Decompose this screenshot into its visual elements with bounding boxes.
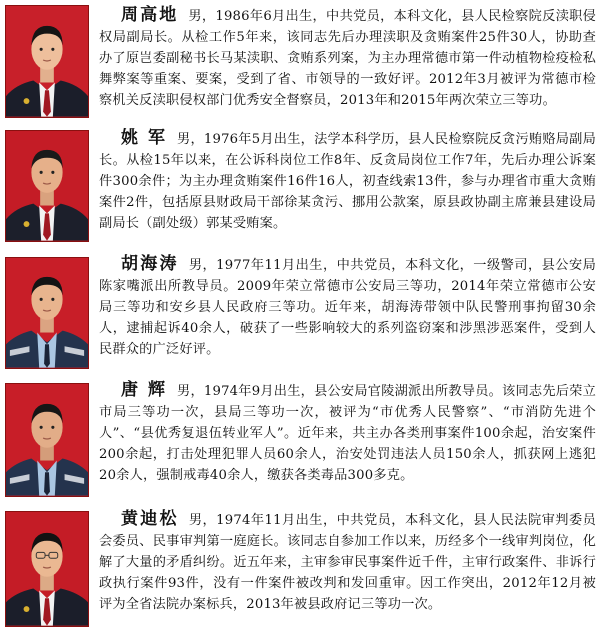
profile-bio xyxy=(99,254,596,360)
profile-text: 男，1976年5月出生，法学本科学历，县人民检察院反贪污贿赂局副局长。从检15年以来，在公诉科岗位工作8年、反贪局岗位工作7年，先后办理公诉案件300余件；为主办理贪贿案件16件16人，初查线索13件，参与办理省市重大贪贿案件2件，包括原县财政局干部徐某贪污、挪用公款案，原县政协副主席兼县建设局副局长（副处级）郭某受贿案。 xyxy=(99,132,596,231)
portrait-photo xyxy=(5,383,89,497)
profile-bio xyxy=(99,128,596,234)
profile-text: 男，1977年11月出生，中共党员，本科文化，一级警司，县公安局陈家嘴派出所教导员。2009年荣立常德市公安局三等功，2014年荣立常德市公安局三等功和安乡县人民政府三等功。近年来，胡海涛带领中队民警刑事拘留30余人，逮捕起诉40余人，破获了一些影响较大的系列盗窃案和涉黑涉恶案件，受到人民群众的广泛好评。 xyxy=(99,258,596,357)
portrait-photo xyxy=(5,130,89,242)
person-silhouette-icon xyxy=(6,258,88,368)
profile-bio xyxy=(99,380,596,486)
profile-entry xyxy=(0,0,600,122)
profile-entry xyxy=(0,379,600,501)
portrait-photo xyxy=(5,257,89,369)
profile-text: 男，1974年9月出生，县公安局官陵湖派出所教导员。该同志先后荣立市局三等功一次，县局三等功一次，被评为“市优秀人民警察”、“市消防先进个人”、“县优秀复退伍转业军人”。近年来，共主办各类刑事案件100余起，治安案件200余起，打击处理犯罪人员60余人，治安处罚违法人员150余人，抓获网上逃犯20余人，强制戒毒40余人，缴获各类毒品300多克。 xyxy=(99,384,596,483)
profile-entry xyxy=(0,127,600,249)
portrait-photo xyxy=(5,511,89,627)
profile-bio xyxy=(99,509,596,615)
profile-text: 男，1986年6月出生，中共党员，本科文化，县人民检察院反渎职侵权局副局长。从检工作5年来，该同志先后办理渎职及贪贿案件25件30人，协助查办了原岂委副秘书长马某渎职、贪贿系列案，为主办理常德市第一件动植物检疫检私舞弊案等重案、要案，受到了省、市领导的一致好评。2012年3月被评为常德市检察机关反渎职侵权部门优秀安全督察员，2013年和2015年两次荣立三等功。 xyxy=(99,9,597,108)
profile-name: 胡海涛 xyxy=(121,254,179,274)
person-silhouette-icon xyxy=(6,512,88,626)
person-silhouette-icon xyxy=(6,131,88,241)
portrait-photo xyxy=(5,5,89,118)
profile-entry xyxy=(0,253,600,375)
profile-name: 周高地 xyxy=(121,5,179,25)
profile-text: 男，1974年11月出生，中共党员，本科文化，县人民法院审判委员会委员、民事审判第一庭庭长。该同志自参加工作以来，历经多个一线审判岗位，化解了大量的矛盾纠纷。近五年来，主审参审民事案件近千件，主审行政案件、非诉行政执行案件93件，没有一件案件被改判和发回重审。因工作突出，2012年12月被评为全省法院办案标兵，2013年被县政府记三等功一次。 xyxy=(99,513,596,612)
person-silhouette-icon xyxy=(6,6,88,117)
profile-name: 黄迪松 xyxy=(121,509,179,529)
person-silhouette-icon xyxy=(6,384,88,496)
profile-bio xyxy=(99,5,596,111)
profile-name: 姚 军 xyxy=(121,128,168,148)
profile-entry xyxy=(0,507,600,635)
profile-name: 唐 辉 xyxy=(121,380,168,400)
